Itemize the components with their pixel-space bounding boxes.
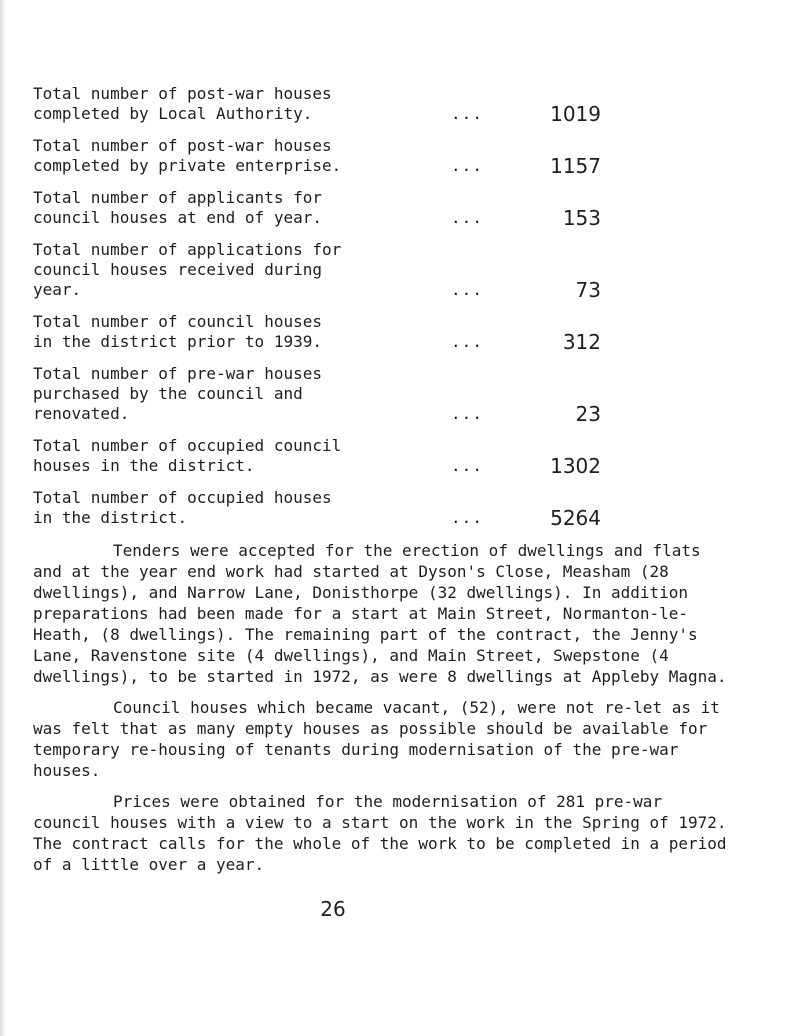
stat-row xyxy=(33,84,753,124)
stat-leader-dots: ... xyxy=(451,332,483,351)
stat-leader-dots: ... xyxy=(451,280,483,299)
stat-label: Total number of post-war houses completed by private enterprise. xyxy=(33,136,342,175)
stat-row xyxy=(33,436,753,476)
paragraph-modernisation: Prices were obtained for the modernisation of 281 pre-war council houses with a view to a start on the work in the Spring of 1972. The contract calls for the whole of the work to be completed in a period of a little over a year. xyxy=(33,792,727,874)
stat-label: Total number of applications for council houses received during year. xyxy=(33,240,342,299)
stat-row xyxy=(33,240,753,300)
stat-leader-dots: ... xyxy=(451,508,483,527)
stat-label: Total number of occupied houses in the district. xyxy=(33,488,332,527)
stat-label: Total number of occupied council houses in the district. xyxy=(33,436,342,475)
stat-leader-dots: ... xyxy=(451,156,483,175)
stat-leader-dots: ... xyxy=(451,104,483,123)
stat-value: 23 xyxy=(575,402,601,426)
stat-value: 1157 xyxy=(550,154,601,178)
stat-leader-dots: ... xyxy=(451,456,483,475)
stat-row xyxy=(33,488,753,528)
stat-label: Total number of pre-war houses purchased by the council and renovated. xyxy=(33,364,322,423)
page-number: 26 xyxy=(320,897,346,921)
stat-leader-dots: ... xyxy=(451,208,483,227)
stat-row xyxy=(33,364,753,424)
stat-leader-dots: ... xyxy=(451,404,483,423)
stat-row xyxy=(33,188,753,228)
stat-row xyxy=(33,312,753,352)
stat-row xyxy=(33,136,753,176)
paragraph-tenders: Tenders were accepted for the erection of dwellings and flats and at the year end work had started at Dyson's Close, Measham (28 dwellings), and Narrow Lane, Donisthorpe (32 dwellings). In addition preparations had been made for a start at Main Street, Normanton-le-Heath, (8 dwellings). The remaining part of the contract, the Jenny's Lane, Ravenstone site (4 dwellings), and Main Street, Swepstone (4 dwellings), to be started in 1972, as were 8 dwellings at Appleby Magna. xyxy=(33,541,727,686)
stat-value: 73 xyxy=(575,278,601,302)
stat-label: Total number of applicants for council houses at end of year. xyxy=(33,188,322,227)
stat-label: Total number of council houses in the district prior to 1939. xyxy=(33,312,322,351)
stat-value: 1302 xyxy=(550,454,601,478)
housing-statistics xyxy=(33,84,753,528)
stat-value: 312 xyxy=(562,330,601,354)
document-page xyxy=(33,84,753,921)
paragraph-vacant-houses: Council houses which became vacant, (52), were not re-let as it was felt that as many empty houses as possible should be available for temporary re-housing of tenants during modernisation of the pre-war houses. xyxy=(33,698,720,780)
stat-value: 1019 xyxy=(550,102,601,126)
stat-label: Total number of post-war houses completed by Local Authority. xyxy=(33,84,332,123)
page-edge-shadow xyxy=(0,0,6,1036)
stat-value: 5264 xyxy=(550,506,601,530)
stat-value: 153 xyxy=(562,206,601,230)
